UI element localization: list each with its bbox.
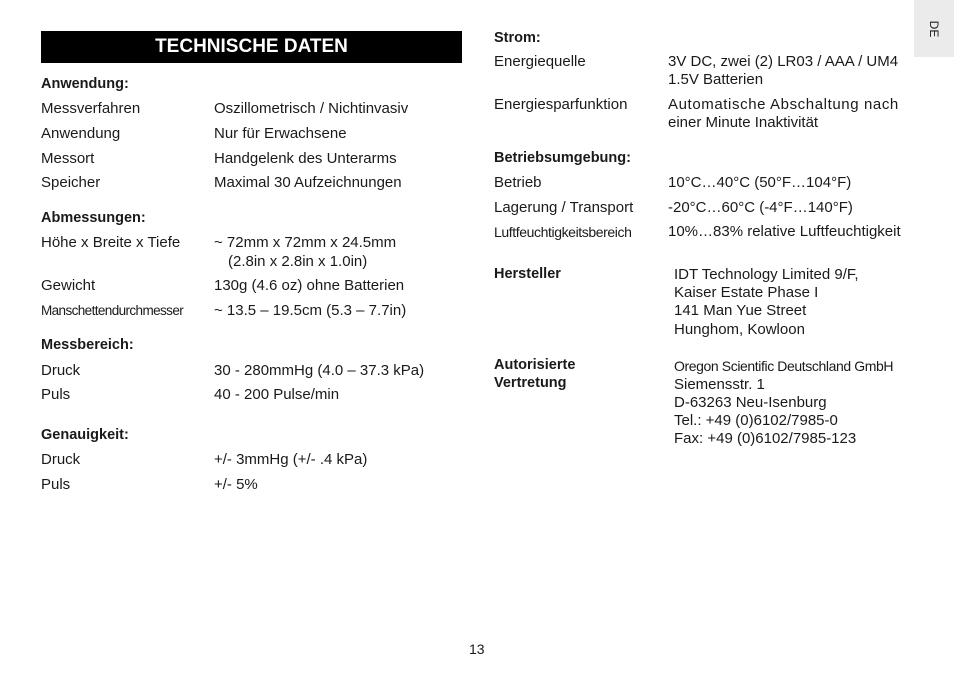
address-line: D-63263 Neu-Isenburg <box>674 394 827 411</box>
spec-value: +/- 3mmHg (+/- .4 kPa) <box>214 451 368 468</box>
spec-label: Manschettendurchmesser <box>41 303 184 318</box>
page-number: 13 <box>469 641 485 657</box>
spec-label: Betrieb <box>494 174 542 191</box>
spec-value: 130g (4.6 oz) ohne Batterien <box>214 277 405 294</box>
address-line: IDT Technology Limited 9/F, <box>674 266 859 283</box>
spec-value: 40 - 200 Pulse/min <box>214 386 340 403</box>
spec-value-continued: 1.5V Batterien <box>668 71 764 88</box>
spec-value-continued: einer Minute Inaktivität <box>668 114 819 131</box>
language-tab-label: DE <box>927 20 941 37</box>
spec-value: Nur für Erwachsene <box>214 125 347 142</box>
address-line: Kaiser Estate Phase I <box>674 284 819 301</box>
spec-value: Automatische Abschaltung nach <box>668 96 899 113</box>
section-heading-autorisierte: Autorisierte <box>494 357 576 373</box>
section-heading-vertretung: Vertretung <box>494 375 567 391</box>
spec-value: Oszillometrisch / Nichtinvasiv <box>214 100 409 117</box>
spec-label: Messverfahren <box>41 100 141 117</box>
spec-label: Druck <box>41 362 81 379</box>
spec-value: 30 - 280mmHg (4.0 – 37.3 kPa) <box>214 362 425 379</box>
spec-value: ~ 13.5 – 19.5cm (5.3 – 7.7in) <box>214 302 407 319</box>
spec-value: 3V DC, zwei (2) LR03 / AAA / UM4 <box>668 53 899 70</box>
spec-label: Luftfeuchtigkeitsbereich <box>494 224 632 240</box>
section-heading-strom: Strom: <box>494 30 541 46</box>
section-heading-abmessungen: Abmessungen: <box>41 210 146 226</box>
spec-label: Energiesparfunktion <box>494 96 628 113</box>
spec-value: -20°C…60°C (-4°F…140°F) <box>668 199 853 216</box>
spec-value: 10°C…40°C (50°F…104°F) <box>668 174 852 191</box>
address-line: 141 Man Yue Street <box>674 302 807 319</box>
spec-label: Druck <box>41 451 81 468</box>
spec-label: Höhe x Breite x Tiefe <box>41 234 181 251</box>
spec-value-continued: (2.8in x 2.8in x 1.0in) <box>228 253 368 270</box>
spec-value: ~ 72mm x 72mm x 24.5mm <box>214 234 397 251</box>
language-tab <box>914 0 954 57</box>
spec-label: Messort <box>41 150 95 167</box>
spec-label: Lagerung / Transport <box>494 199 634 216</box>
spec-label: Puls <box>41 476 71 493</box>
address-line: Siemensstr. 1 <box>674 376 765 393</box>
section-heading-betriebsumgebung: Betriebsumgebung: <box>494 150 631 166</box>
section-heading-messbereich: Messbereich: <box>41 337 134 353</box>
spec-value: Maximal 30 Aufzeichnungen <box>214 174 402 191</box>
address-line: Hunghom, Kowloon <box>674 321 805 338</box>
address-line: Fax: +49 (0)6102/7985-123 <box>674 430 857 447</box>
page-title: TECHNISCHE DATEN <box>41 31 462 63</box>
spec-label: Anwendung <box>41 125 121 142</box>
spec-value: +/- 5% <box>214 476 258 493</box>
spec-label: Speicher <box>41 174 101 191</box>
section-heading-hersteller: Hersteller <box>494 266 561 282</box>
spec-value: Handgelenk des Unterarms <box>214 150 397 167</box>
spec-label: Puls <box>41 386 71 403</box>
section-heading-genauigkeit: Genauigkeit: <box>41 427 129 443</box>
section-heading-anwendung: Anwendung: <box>41 76 129 92</box>
spec-label: Gewicht <box>41 277 96 294</box>
address-line: Tel.: +49 (0)6102/7985-0 <box>674 412 838 429</box>
spec-value: 10%…83% relative Luftfeuchtigkeit <box>668 223 901 240</box>
address-line: Oregon Scientific Deutschland GmbH <box>674 358 894 374</box>
spec-label: Energiequelle <box>494 53 586 70</box>
